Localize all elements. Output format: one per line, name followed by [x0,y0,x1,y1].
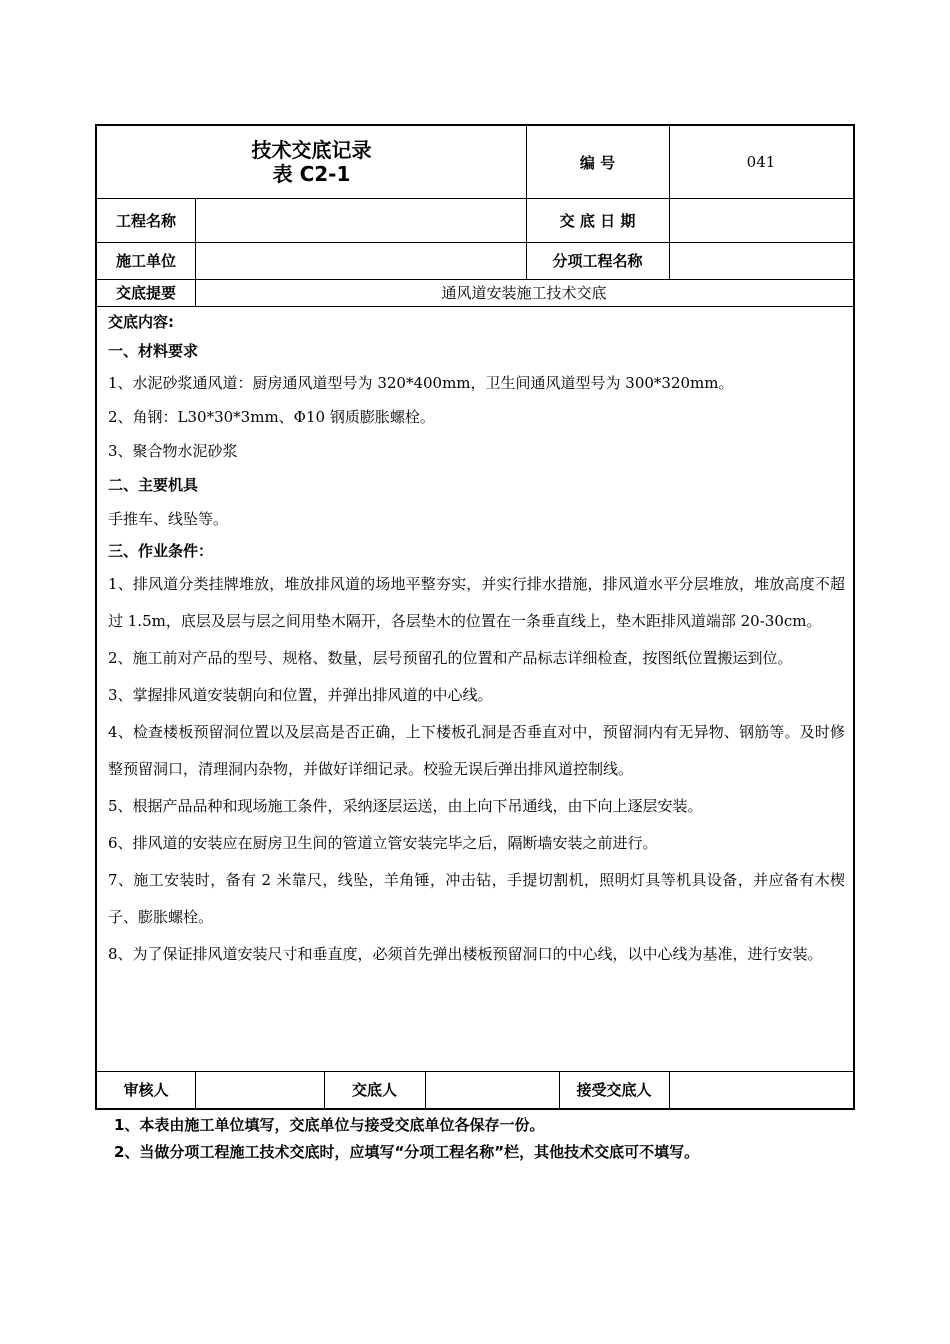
section-materials-title: 一、材料要求 [108,342,199,360]
reviewer-field[interactable] [195,1071,324,1108]
contractor-field[interactable] [195,242,526,279]
condition-item: 4、检查楼板预留洞位置以及层高是否正确，上下楼板孔洞是否垂直对中，预留洞内有无异物、钢筋等。及时修整预留洞口，清理洞内杂物，并做好详细记录。校验无误后弹出排风道控制线。 [108,723,845,778]
date-field[interactable] [669,198,853,242]
reviewer-label: 审核人 [123,1081,169,1099]
number-value: 041 [746,153,776,171]
content-heading: 交底内容: [108,313,174,331]
material-item: 2、角钢：L30*30*3mm、Φ10 钢质膨胀螺栓。 [108,408,435,426]
disclosure-content [108,308,845,973]
form-notes [114,1112,699,1166]
condition-item: 1、排风道分类挂牌堆放，堆放排风道的场地平整夯实，并实行排水措施，排风道水平分层堆放，堆放高度不超过 1.5m，底层及层与层之间用垫木隔开，各层垫木的位置在一条垂直线上，垫木距排风道端部 20-30cm。 [108,575,845,630]
condition-item: 6、排风道的安装应在厨房卫生间的管道立管安装完毕之后，隔断墙安装之前进行。 [108,834,658,852]
form-title: 技术交底记录 [251,138,372,162]
form-title-block [97,126,526,198]
material-item: 1、水泥砂浆通风道：厨房通风道型号为 320*400mm，卫生间通风道型号为 300*320mm。 [108,374,734,392]
disclosure-form-table [95,124,855,1110]
project-name-label: 工程名称 [115,211,176,230]
material-item: 3、聚合物水泥砂浆 [108,442,238,460]
sub-project-field[interactable] [669,242,853,279]
section-conditions-title: 三、作业条件： [108,542,214,560]
discloser-label: 交底人 [351,1081,397,1099]
tools-text: 手推车、线坠等。 [108,510,229,528]
sub-project-label: 分项工程名称 [552,252,643,270]
number-label: 编 号 [579,153,616,172]
note-item: 2、当做分项工程施工技术交底时，应填写“分项工程名称”栏，其他技术交底可不填写。 [114,1143,700,1161]
section-tools-title: 二、主要机具 [108,476,199,494]
summary-field[interactable]: 通风道安装施工技术交底 [441,284,607,302]
project-name-field[interactable] [195,198,526,242]
receiver-field[interactable] [669,1071,853,1108]
condition-item: 8、为了保证排风道安装尺寸和垂直度，必须首先弹出楼板预留洞口的中心线，以中心线为基准，进行安装。 [108,945,823,963]
note-item: 1、本表由施工单位填写，交底单位与接受交底单位各保存一份。 [114,1116,545,1134]
row-divider [97,306,853,307]
condition-item: 2、施工前对产品的型号、规格、数量，层号预留孔的位置和产品标志详细检查，按图纸位置搬运到位。 [108,649,793,667]
summary-label: 交底提要 [115,284,176,302]
date-label: 交 底 日 期 [559,211,636,230]
form-code: 表 C2-1 [272,162,351,186]
condition-item: 3、掌握排风道安装朝向和位置，并弹出排风道的中心线。 [108,686,493,704]
contractor-label: 施工单位 [115,252,176,270]
condition-item: 5、根据产品品种和现场施工条件，采纳逐层运送，由上向下吊通线，由下向上逐层安装。 [108,797,703,815]
condition-item: 7、施工安装时，备有 2 米靠尺，线坠，羊角锤，冲击钻，手提切割机，照明灯具等机具设备，并应备有木楔子、膨胀螺栓。 [108,871,845,926]
discloser-field[interactable] [425,1071,559,1108]
receiver-label: 接受交底人 [576,1081,652,1099]
